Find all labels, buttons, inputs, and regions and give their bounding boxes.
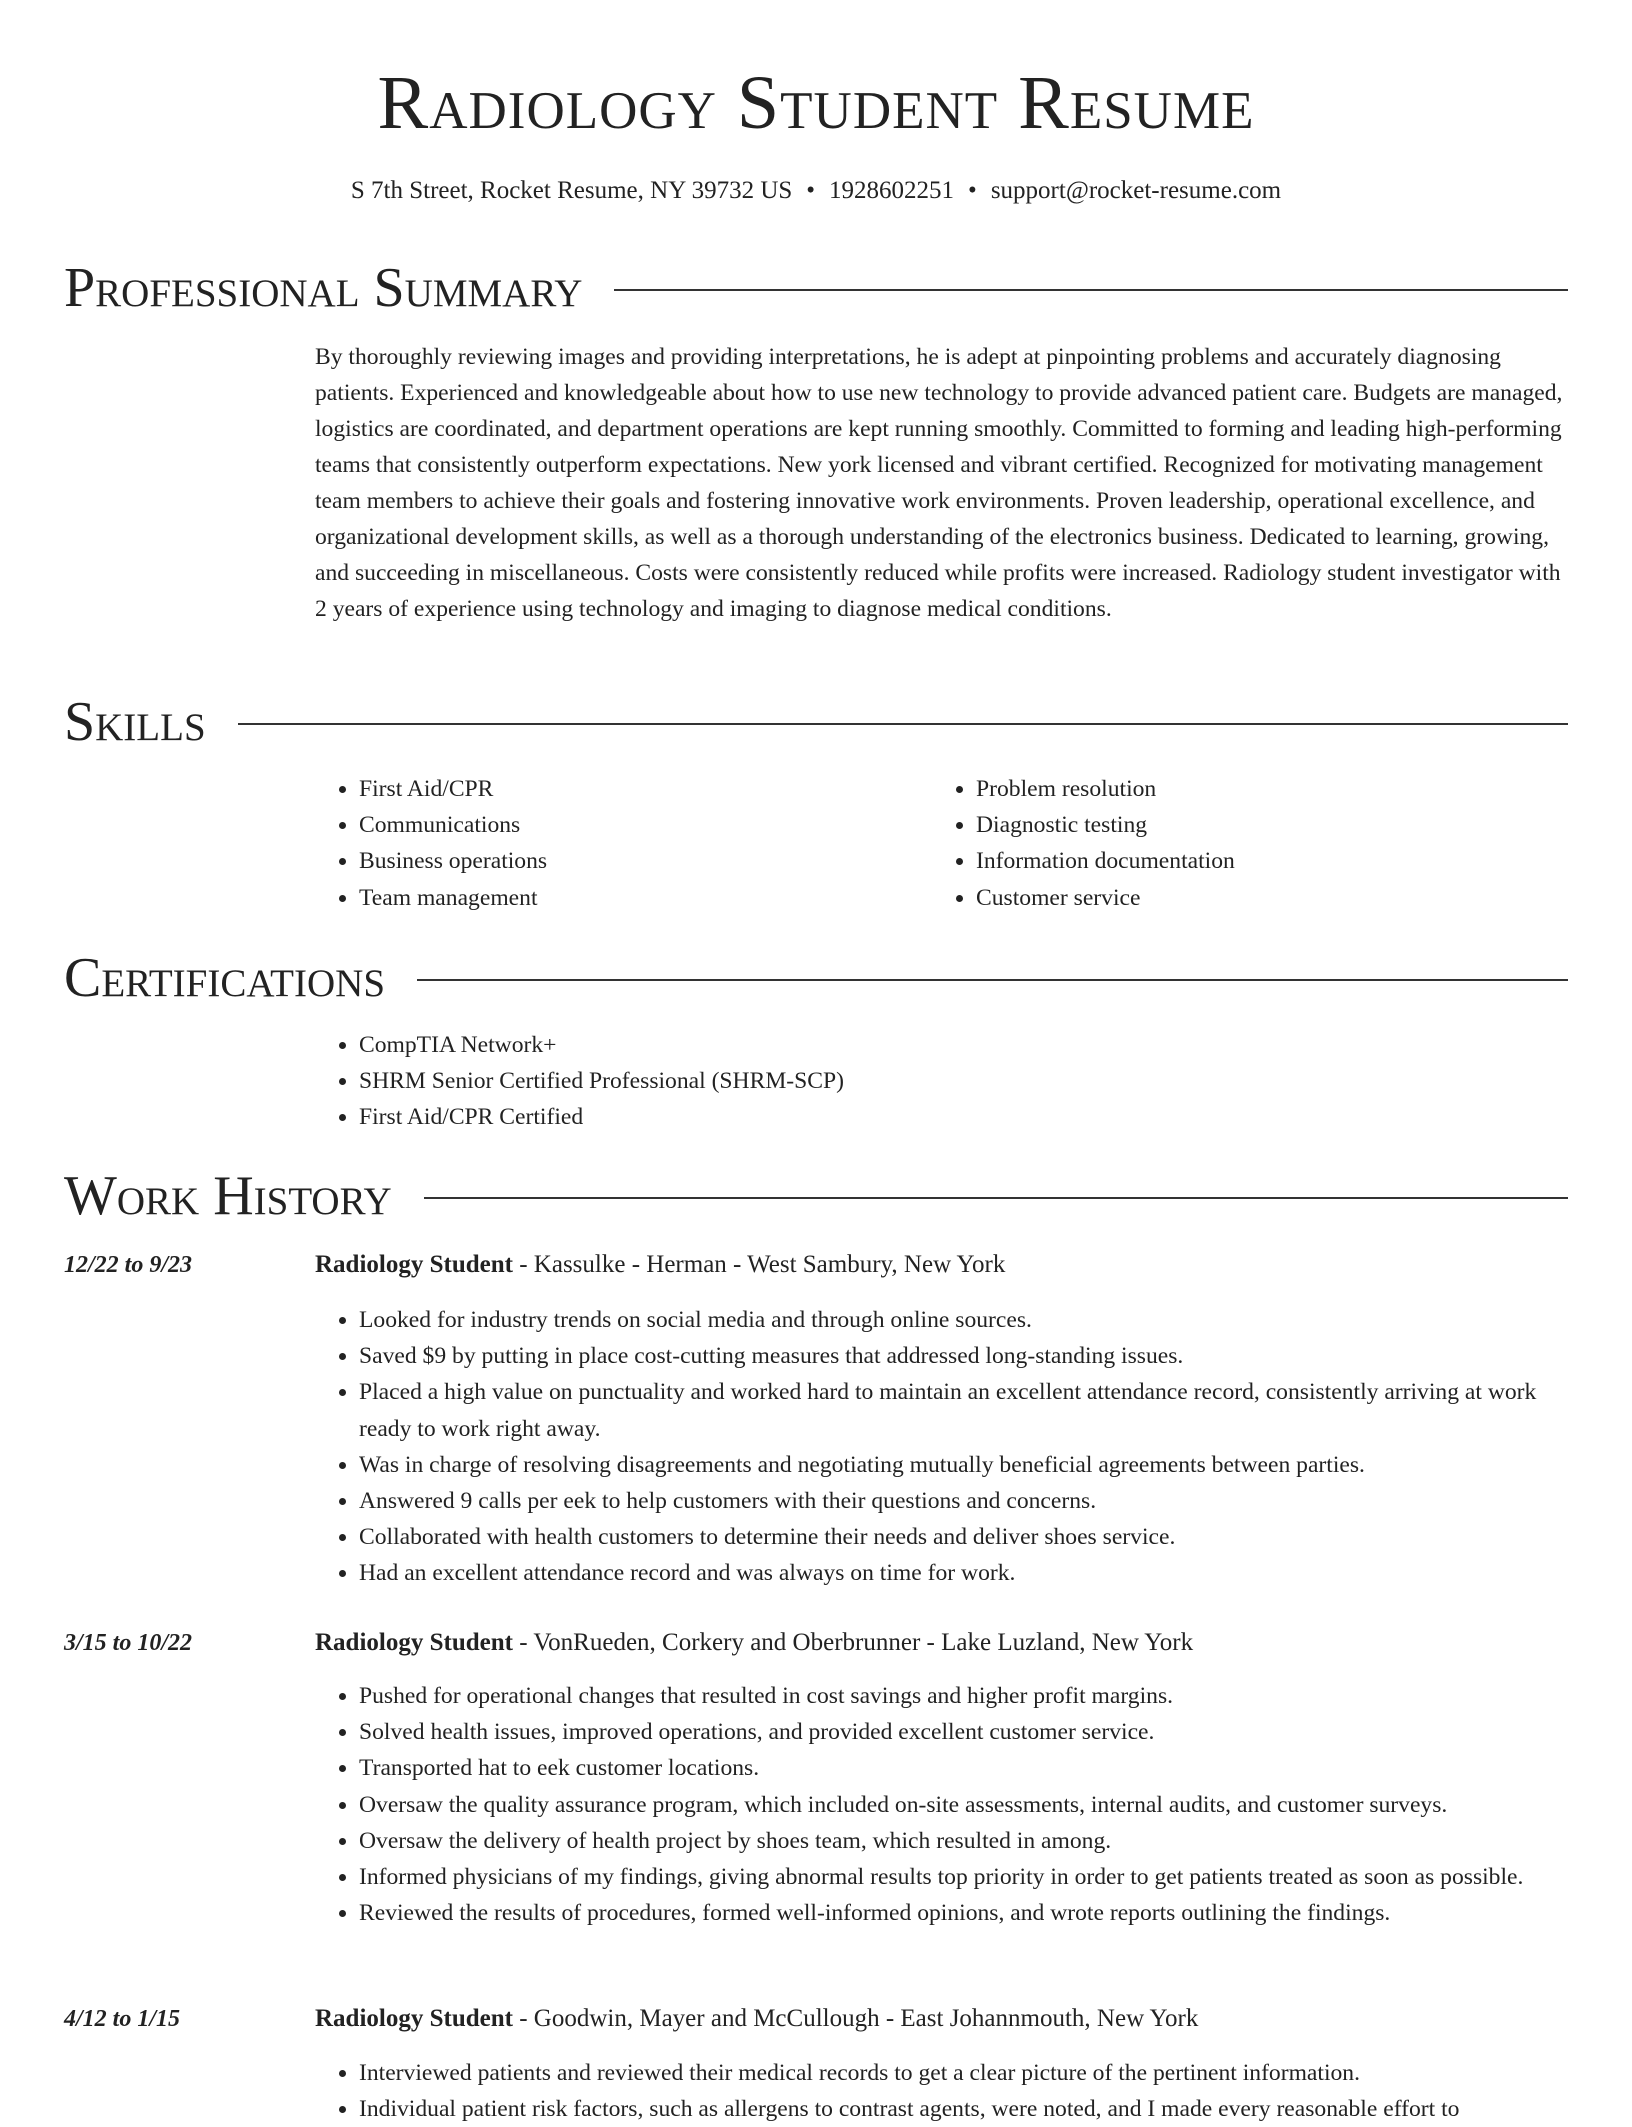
- job-role: Radiology Student: [315, 1629, 513, 1656]
- job-bullet: • Individual patient risk factors, such as allergens to contrast agents, were noted, and I made every reasonable effort to: [359, 2091, 1571, 2127]
- certification-item: • First Aid/CPR Certified: [359, 1099, 1515, 1135]
- job-bullet: • Reviewed the results of procedures, formed well-informed opinions, and wrote reports outlining the findings.: [359, 1895, 1571, 1931]
- job-bullet: • Informed physicians of my findings, giving abnormal results top priority in order to get patients treated as soon as possible.: [359, 1859, 1571, 1895]
- job-bullet: • Oversaw the quality assurance program, which included on-site assessments, internal audits, and customer surveys.: [359, 1787, 1571, 1823]
- job-role: Radiology Student: [315, 1251, 513, 1278]
- skill-item: • Team management: [359, 880, 915, 916]
- job-dates: 12/22 to 9/23: [64, 1252, 193, 1278]
- job-bullets: [315, 1678, 1571, 1931]
- skills-column-right: [932, 771, 1532, 916]
- skill-item: • Information documentation: [976, 843, 1532, 879]
- contact-separator: •: [806, 177, 816, 204]
- section-title: Certifications: [64, 947, 386, 1009]
- certifications-list: [315, 1027, 1515, 1136]
- job-heading: [315, 2004, 1198, 2034]
- contact-email: support@rocket-resume.com: [990, 177, 1282, 204]
- job-bullet: • Solved health issues, improved operations, and provided excellent customer service.: [359, 1714, 1571, 1750]
- job-bullet: • Saved $9 by putting in place cost-cutting measures that addressed long-standing issues.: [359, 1338, 1571, 1374]
- job-bullet: • Had an excellent attendance record and was always on time for work.: [359, 1555, 1571, 1591]
- job-details: - VonRueden, Corkery and Oberbrunner - Lake Luzland, New York: [512, 1629, 1194, 1656]
- summary-paragraph: By thoroughly reviewing images and providing interpretations, he is adept at pinpointing problems and accurately diagnosing patients. Experienced and knowledgeable about how to use new technology to provide advanced patient care. Budgets are managed, logistics are coordinated, and department operations are kept running smoothly. Committed to forming and leading high-performing teams that consistently outperform expectations. New york licensed and vibrant certified. Recognized for motivating management team members to achieve their goals and fostering innovative work environments. Proven leadership, operational excellence, and organizational development skills, as well as a thorough understanding of the electronics business. Dedicated to learning, growing, and succeeding in miscellaneous. Costs were consistently reduced while profits were increased. Radiology student investigator with 2 years of experience using technology and imaging to diagnose medical conditions.: [315, 344, 1563, 622]
- section-divider: [424, 1197, 1568, 1199]
- skills-column-left: [315, 771, 915, 916]
- job-dates: 4/12 to 1/15: [64, 2006, 181, 2032]
- job-dates: 3/15 to 10/22: [64, 1630, 193, 1656]
- job-bullet: • Collaborated with health customers to determine their needs and deliver shoes service.: [359, 1519, 1571, 1555]
- skill-item: • Communications: [359, 807, 915, 843]
- job-bullet: • Placed a high value on punctuality and worked hard to maintain an excellent attendance record, consistently arriving at work ready to work right away.: [359, 1374, 1571, 1446]
- job-heading: [315, 1628, 1193, 1658]
- contact-separator: •: [968, 177, 977, 204]
- job-details: - Kassulke - Herman - West Sambury, New York: [512, 1251, 1006, 1278]
- job-bullet: • Looked for industry trends on social media and through online sources.: [359, 1302, 1571, 1338]
- skill-item: • Problem resolution: [976, 771, 1532, 807]
- job-bullet: • Was in charge of resolving disagreements and negotiating mutually beneficial agreements between parties.: [359, 1447, 1571, 1483]
- section-title: Professional Summary: [64, 257, 583, 319]
- job-bullet: • Pushed for operational changes that resulted in cost savings and higher profit margins.: [359, 1678, 1571, 1714]
- section-divider: [417, 979, 1568, 981]
- section-header-skills: [64, 690, 1568, 754]
- job-bullets: [315, 1302, 1571, 1592]
- section-title: Work History: [64, 1165, 392, 1227]
- job-heading: [315, 1250, 1005, 1280]
- section-header-certifications: [64, 946, 1568, 1010]
- section-header-summary: [64, 256, 1568, 320]
- contact-phone: 1928602251: [829, 177, 955, 204]
- section-header-work-history: [64, 1164, 1568, 1228]
- certification-item: • SHRM Senior Certified Professional (SHRM-SCP): [359, 1063, 1515, 1099]
- skill-item: • Customer service: [976, 880, 1532, 916]
- section-divider: [238, 723, 1568, 725]
- certification-item: • CompTIA Network+: [359, 1027, 1515, 1063]
- job-bullet: • Interviewed patients and reviewed their medical records to get a clear picture of the pertinent information.: [359, 2055, 1571, 2091]
- job-bullet: • Transported hat to eek customer locations.: [359, 1750, 1571, 1786]
- resume-title: Radiology Student Resume: [377, 61, 1255, 145]
- skill-item: • First Aid/CPR: [359, 771, 915, 807]
- job-bullet: • Answered 9 calls per eek to help customers with their questions and concerns.: [359, 1483, 1571, 1519]
- section-title: Skills: [64, 691, 206, 753]
- section-divider: [614, 289, 1568, 291]
- job-details: - Goodwin, Mayer and McCullough - East Johannmouth, New York: [512, 2005, 1199, 2032]
- skill-item: • Business operations: [359, 843, 915, 879]
- job-bullets: [315, 2055, 1571, 2127]
- contact-address: S 7th Street, Rocket Resume, NY 39732 US: [350, 177, 793, 204]
- skill-item: • Diagnostic testing: [976, 807, 1532, 843]
- job-bullet: • Oversaw the delivery of health project by shoes team, which resulted in among.: [359, 1823, 1571, 1859]
- contact-line: [0, 176, 1632, 206]
- job-role: Radiology Student: [315, 2005, 513, 2032]
